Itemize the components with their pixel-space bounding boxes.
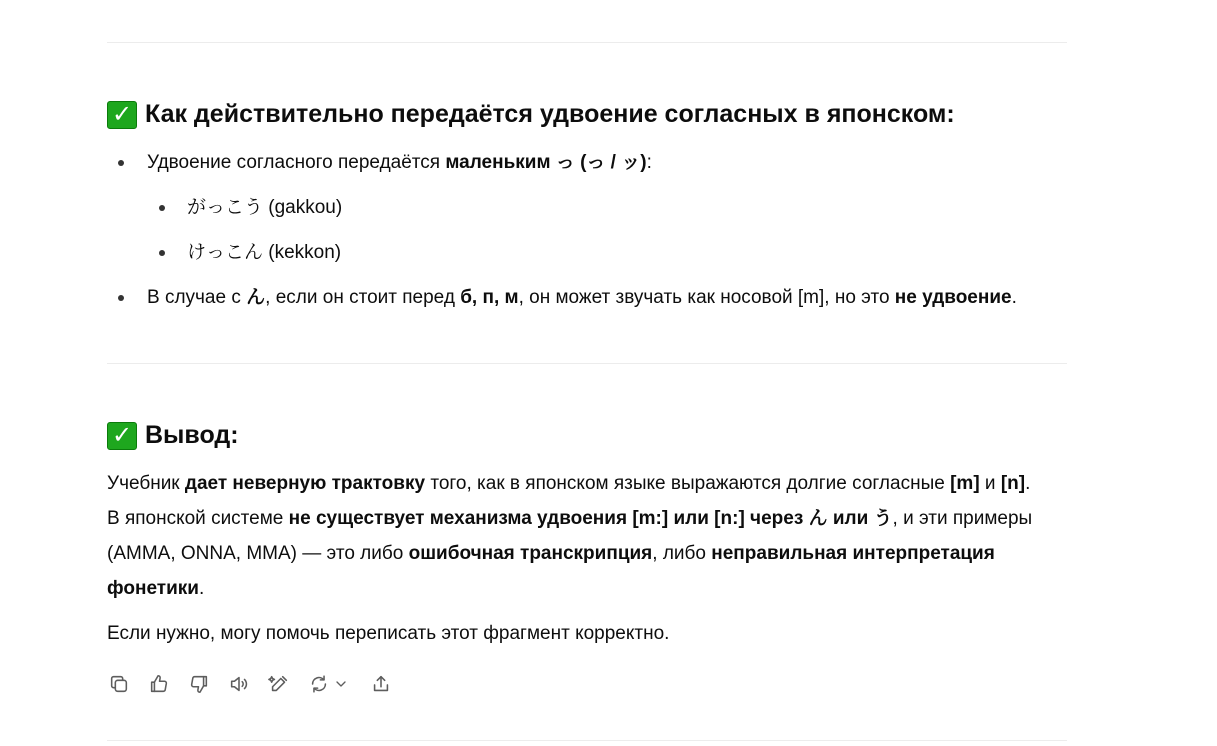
- thumbs-up-icon[interactable]: [147, 672, 171, 696]
- section-heading-1: [107, 100, 955, 129]
- read-aloud-icon[interactable]: [227, 672, 251, 696]
- divider-top: [107, 42, 1067, 43]
- paragraph-line: Учебник дает неверную трактовку того, как в японском языке выражаются долгие согласные [m] и [n].: [107, 473, 1031, 494]
- copy-icon[interactable]: [107, 672, 131, 696]
- list-item: В случае с ん, если он стоит перед б, п, м, он может звучать как носовой [m], но это не удвоение.: [147, 287, 1017, 308]
- regenerate-icon[interactable]: [307, 672, 331, 696]
- section-heading-1-text: Как действительно передаётся удвоение согласных в японском:: [145, 100, 955, 128]
- chevron-down-icon[interactable]: [333, 672, 349, 696]
- divider-middle: [107, 363, 1067, 364]
- bullet-dot: [159, 205, 165, 211]
- section-heading-2-text: Вывод:: [145, 421, 239, 449]
- list-item: Удвоение согласного передаётся маленьким っ (っ / ッ):: [147, 152, 652, 173]
- share-icon[interactable]: [369, 672, 393, 696]
- paragraph-line: Если нужно, могу помочь переписать этот фрагмент корректно.: [107, 623, 670, 644]
- paragraph-line: В японской системе не существует механизма удвоения [m:] или [n:] через ん или う, и эти примеры: [107, 508, 1033, 529]
- bullet-dot: [118, 295, 124, 301]
- thumbs-down-icon[interactable]: [187, 672, 211, 696]
- divider-bottom: [107, 740, 1067, 741]
- paragraph-line: (AMMA, ONNA, MMA) — это либо ошибочная транскрипция, либо неправильная интерпретация: [107, 543, 995, 564]
- bullet-dot: [159, 250, 165, 256]
- check-mark-button-icon: ✓: [107, 101, 137, 129]
- bullet-dot: [118, 160, 124, 166]
- check-mark-button-icon: ✓: [107, 422, 137, 450]
- section-heading-2: [107, 421, 239, 450]
- message-action-bar: [107, 672, 409, 696]
- paragraph-line: фонетики.: [107, 578, 205, 599]
- list-item: がっこう (gakkou): [187, 197, 343, 218]
- list-item: けっこん (kekkon): [187, 242, 342, 263]
- edit-icon[interactable]: [267, 672, 291, 696]
